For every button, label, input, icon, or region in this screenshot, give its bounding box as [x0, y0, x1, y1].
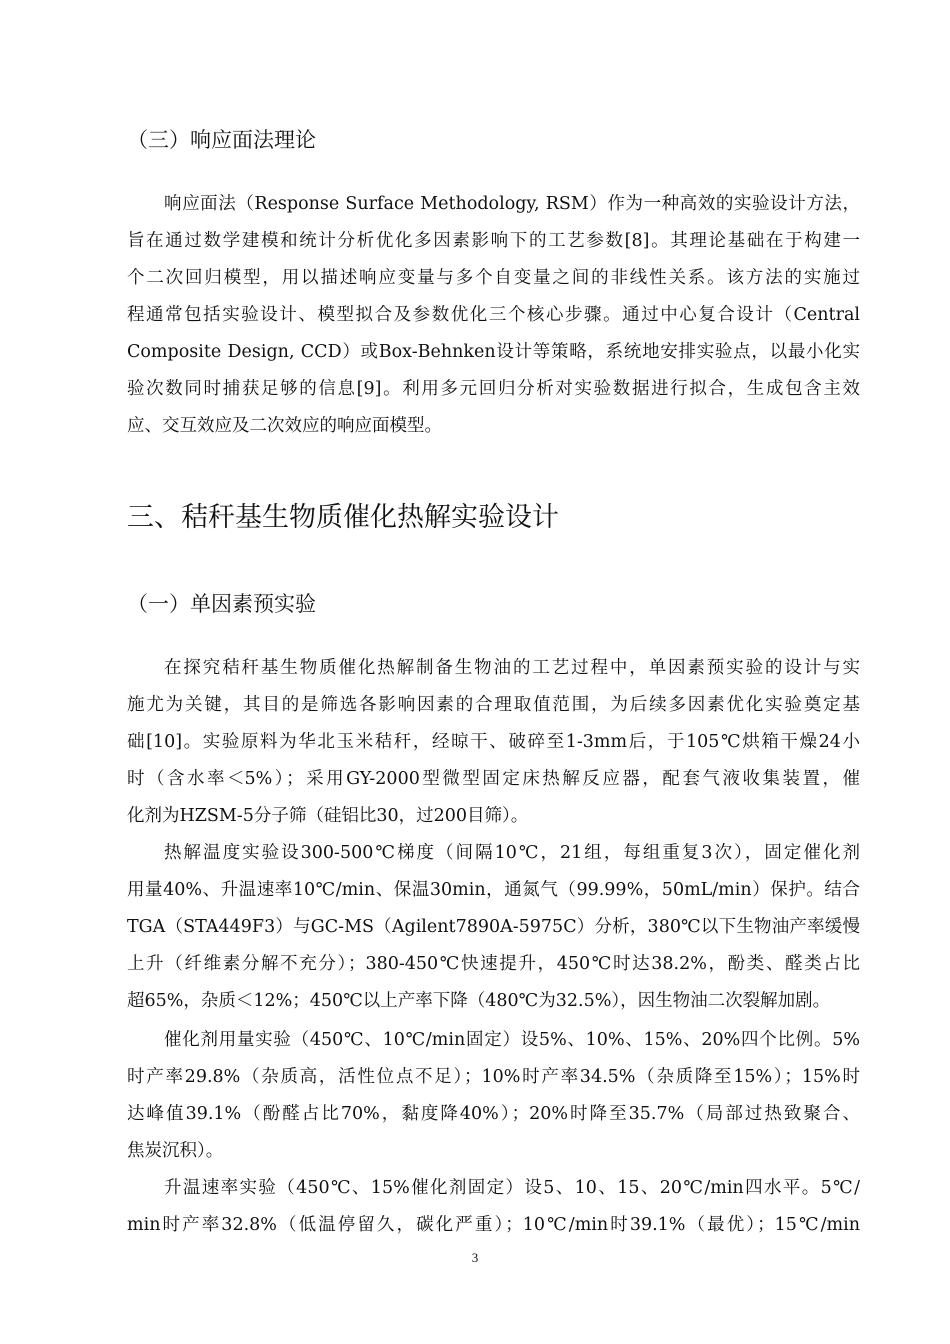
- text-line: min时产率32.8%（低温停留久，碳化严重）；10℃/min时39.1%（最优）；15℃/min: [127, 1215, 860, 1235]
- text-line: 旨在通过数学建模和统计分析优化多因素影响下的工艺参数[8]。其理论基础在于构建一: [127, 231, 860, 251]
- text-line: 个二次回归模型，用以描述响应变量与多个自变量之间的非线性关系。该方法的实施过: [127, 268, 860, 288]
- section-heading-single-factor: （一）单因素预实验: [127, 592, 316, 616]
- text-line: 化剂为HZSM-5分子筛（硅铝比30，过200目筛）。: [127, 806, 529, 826]
- text-line: 时（含水率＜5%）；采用GY-2000型微型固定床热解反应器，配套气液收集装置，催: [127, 769, 860, 789]
- text-line: 热解温度实验设300-500℃梯度（间隔10℃，21组，每组重复3次），固定催化剂: [164, 843, 860, 863]
- text-line: Composite Design, CCD）或Box-Behnken设计等策略，系统地安排实验点，以最小化实: [127, 342, 860, 362]
- text-line: 程通常包括实验设计、模型拟合及参数优化三个核心步骤。通过中心复合设计（Central: [127, 305, 860, 325]
- text-line: TGA（STA449F3）与GC-MS（Agilent7890A-5975C）分析，380℃以下生物油产率缓慢: [127, 917, 860, 937]
- text-line: 验次数同时捕获足够的信息[9]。利用多元回归分析对实验数据进行拟合，生成包含主效: [127, 379, 860, 399]
- text-line: 上升（纤维素分解不充分）；380-450℃快速提升，450℃时达38.2%，酚类、醛类占比: [127, 954, 860, 974]
- text-line: 升温速率实验（450℃、15%催化剂固定）设5、10、15、20℃/min四水平。5℃/: [164, 1178, 860, 1198]
- paragraph-single-factor-intro: [127, 650, 860, 835]
- section-heading-rsm-theory: （三）响应面法理论: [127, 128, 316, 152]
- paragraph-catalyst-experiment: [127, 1022, 860, 1170]
- text-line: 在探究秸秆基生物质催化热解制备生物油的工艺过程中，单因素预实验的设计与实: [164, 658, 860, 678]
- text-line: 用量40%、升温速率10℃/min、保温30min，通氮气（99.99%，50mL/min）保护。结合: [127, 880, 860, 900]
- text-line: 应、交互效应及二次效应的响应面模型。: [127, 416, 442, 436]
- text-line: 焦炭沉积）。: [127, 1141, 224, 1161]
- chapter-heading: 三、秸秆基生物质催化热解实验设计: [127, 502, 559, 533]
- paragraph-rsm: [127, 186, 860, 445]
- text-line: 催化剂用量实验（450℃、10℃/min固定）设5%、10%、15%、20%四个比例。5%: [164, 1030, 860, 1050]
- text-line: 础[10]。实验原料为华北玉米秸秆，经晾干、破碎至1-3mm后，于105℃烘箱干燥24小: [127, 732, 860, 752]
- text-line: 时产率29.8%（杂质高，活性位点不足）；10%时产率34.5%（杂质降至15%）；15%时: [127, 1067, 860, 1087]
- text-line: 响应面法（Response Surface Methodology, RSM）作为一种高效的实验设计方法，: [164, 194, 860, 214]
- text-line: 达峰值39.1%（酚醛占比70%，黏度降40%）；20%时降至35.7%（局部过热致聚合、: [127, 1104, 860, 1124]
- paragraph-heating-rate-experiment: [127, 1170, 860, 1244]
- text-line: 施尤为关键，其目的是筛选各影响因素的合理取值范围，为后续多因素优化实验奠定基: [127, 695, 860, 715]
- text-line: 超65%，杂质＜12%；450℃以上产率下降（480℃为32.5%），因生物油二次裂解加剧。: [127, 991, 831, 1011]
- paragraph-temperature-experiment: [127, 835, 860, 1020]
- page-number: 3: [471, 1250, 479, 1265]
